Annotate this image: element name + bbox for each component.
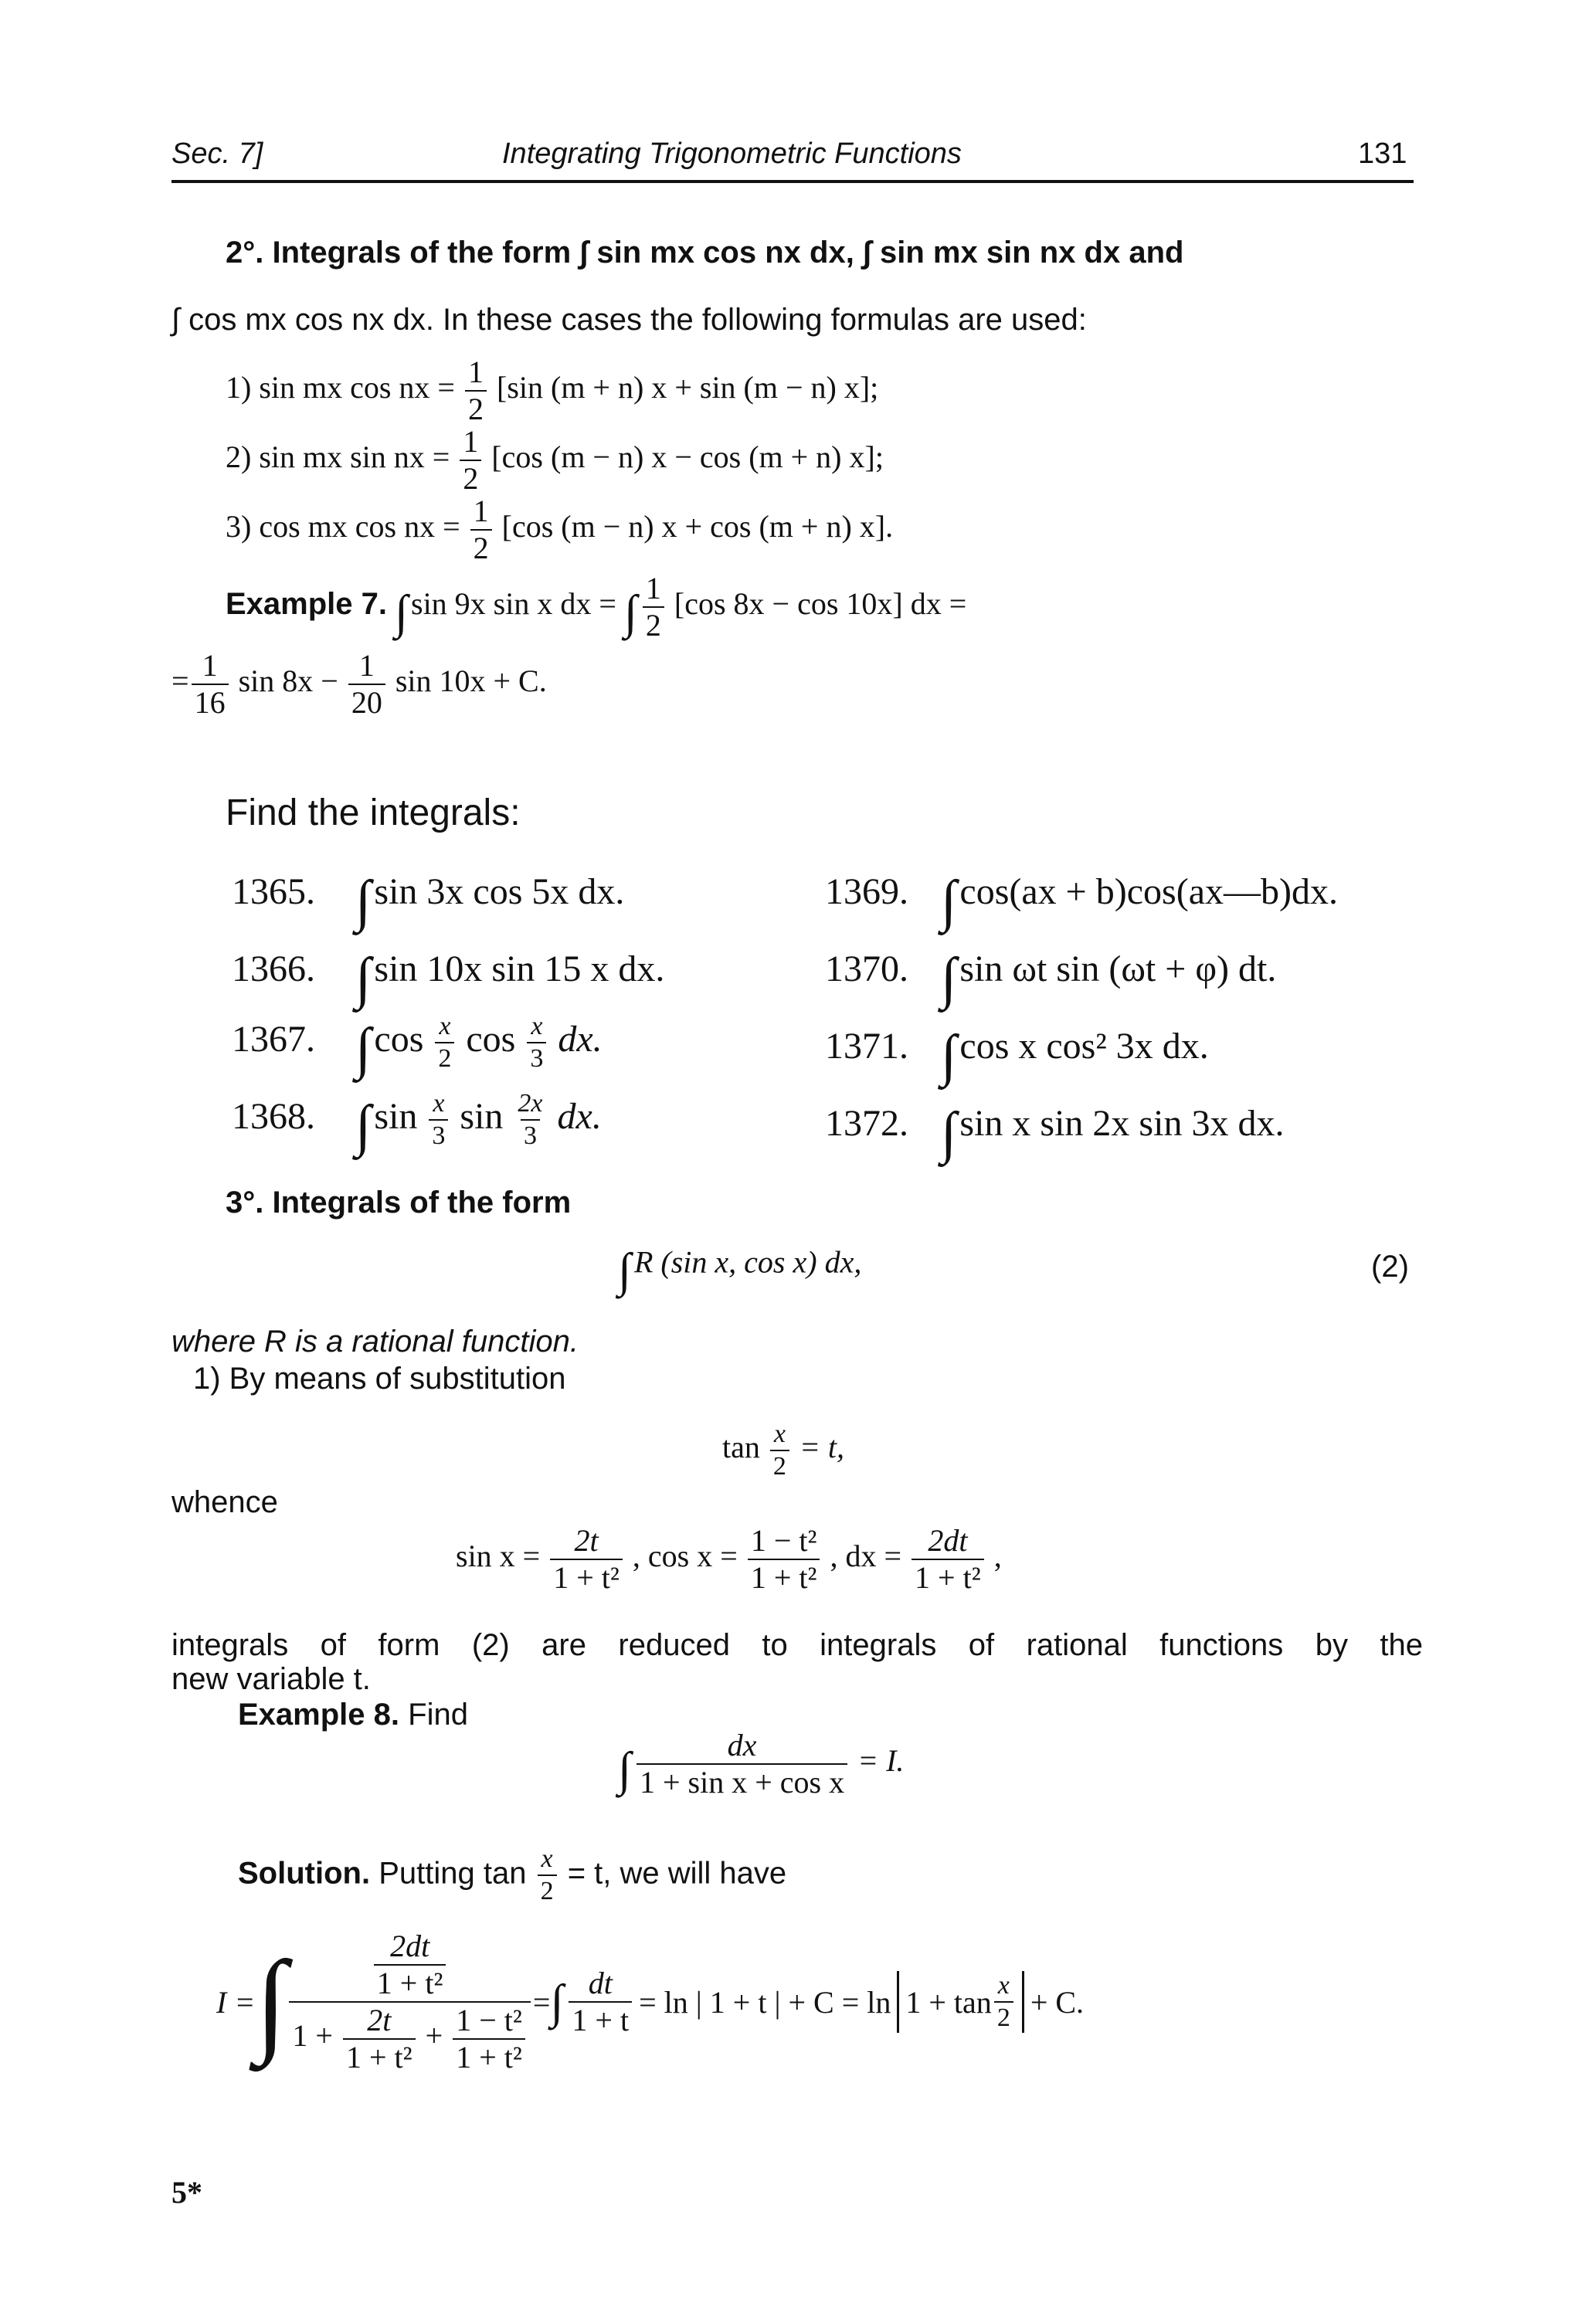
formula-2 — [226, 426, 884, 494]
formula-2-lhs: 2) sin mx sin nx = — [226, 439, 450, 475]
exercise-1368 — [232, 1091, 602, 1159]
fraction-x-3 — [429, 1091, 448, 1149]
section3-heading: 3°. Integrals of the form — [226, 1186, 572, 1220]
substitution-formula — [722, 1421, 844, 1480]
numerator: 1 — [645, 571, 661, 606]
denominator: 3 — [429, 1119, 448, 1149]
example-7-rhs: [cos 8x − cos 10x] dx = — [674, 586, 967, 622]
example-8-fraction — [637, 1730, 847, 1798]
compound-denominator — [289, 2001, 530, 2073]
fraction-1-20 — [348, 650, 385, 718]
weierstrass-formulas — [456, 1525, 1002, 1593]
paragraph-line2: new variable t. — [171, 1662, 371, 1696]
numerator: dx — [727, 1728, 757, 1763]
dx-lhs: , dx = — [830, 1539, 902, 1574]
sin-word: sin — [460, 1096, 504, 1138]
denominator: 1 + t² — [453, 2038, 525, 2073]
final-I: I = — [216, 1984, 256, 2020]
numerator: dt — [588, 1966, 613, 2000]
denominator: 2 — [770, 1450, 789, 1480]
fraction-x-3 — [527, 1013, 546, 1072]
denominator: 1 + t² — [343, 2038, 416, 2073]
formula-2-rhs: [cos (m − n) x − cos (m + n) x]; — [491, 439, 884, 475]
cos-word: cos — [466, 1019, 516, 1060]
display-integrand: R (sin x, cos x) dx, — [633, 1244, 862, 1280]
denominator: 3 — [527, 1042, 546, 1072]
formula-3-lhs: 3) cos mx cos nx = — [226, 509, 460, 545]
exercise-number: 1372. — [825, 1103, 908, 1145]
sin-8x-term: sin 8x − — [238, 663, 338, 699]
equals-I: = I. — [857, 1743, 905, 1779]
exercise-1367 — [232, 1013, 603, 1082]
numerator: 1 — [473, 494, 489, 528]
header-title: Integrating Trigonometric Functions — [502, 137, 962, 170]
fraction-2t — [343, 2005, 416, 2073]
integral-sign: ∫ — [355, 1094, 372, 1158]
integral-sign: ∫ — [355, 947, 372, 1010]
denominator: 3 — [521, 1119, 540, 1149]
compound-fraction — [289, 1931, 530, 2073]
log-result: = ln | 1 + t | + C = ln — [639, 1984, 891, 2020]
integral-sign: ∫ — [355, 1016, 372, 1081]
solution-text: Putting tan — [379, 1856, 527, 1891]
solution-line — [238, 1846, 786, 1905]
half-fraction — [465, 357, 487, 425]
denominator: 2 — [460, 460, 481, 494]
numerator: 1 — [358, 648, 375, 683]
denominator: 2 — [465, 390, 487, 425]
half-fraction — [460, 426, 481, 494]
numerator: 2dt — [928, 1523, 968, 1558]
fraction-1-minus-t2 — [748, 1525, 820, 1593]
example-7-line1 — [226, 573, 966, 641]
numerator: x — [433, 1089, 445, 1118]
fraction-x-2 — [994, 1973, 1013, 2031]
numerator: 2t — [574, 1523, 599, 1558]
integral-sign: ∫ — [623, 585, 637, 639]
sin-word: sin — [374, 1096, 418, 1138]
numerator: 2dt — [390, 1929, 430, 1963]
example-7-line2 — [171, 650, 547, 718]
example-7-label: Example 7. — [226, 587, 388, 622]
denominator: 1 + t² — [550, 1559, 623, 1593]
formula-1 — [226, 357, 878, 425]
numerator: x — [773, 1420, 786, 1448]
fraction-dt — [569, 1968, 632, 2036]
exercise-expression: sin 3x cos 5x dx. — [374, 871, 625, 913]
fraction-1-16 — [192, 650, 229, 718]
exercise-expression: cos x cos² 3x dx. — [959, 1026, 1209, 1067]
denominator: 1 + t — [569, 2001, 632, 2036]
abs-bar-left — [897, 1971, 899, 2033]
numerator: x — [541, 1844, 553, 1873]
example-7-lhs: sin 9x sin x dx = — [411, 586, 616, 622]
integral-sign: ∫ — [550, 1975, 564, 2028]
exercise-expression: sin 10x sin 15 x dx. — [374, 948, 665, 990]
fraction-x-2 — [435, 1013, 454, 1072]
numerator: 2t — [367, 2003, 392, 2037]
exercise-number: 1370. — [825, 948, 908, 990]
denominator: 20 — [348, 684, 385, 718]
half-fraction — [643, 573, 664, 641]
exercise-1371 — [825, 1023, 1209, 1089]
exercise-number: 1368. — [232, 1096, 315, 1138]
formula-1-lhs: 1) sin mx cos nx = — [226, 370, 455, 405]
exercise-number: 1365. — [232, 871, 315, 913]
whence-word: whence — [171, 1485, 278, 1519]
exercise-1370 — [825, 946, 1276, 1012]
denominator: 1 + sin x + cos x — [637, 1763, 847, 1798]
exercise-number: 1371. — [825, 1026, 908, 1067]
signature-mark: 5* — [171, 2175, 202, 2210]
denominator: 1 + t² — [912, 1559, 984, 1593]
numerator: 1 − t² — [750, 1523, 817, 1558]
differential: dx. — [558, 1019, 603, 1060]
integral-sign: ∫ — [618, 1742, 631, 1796]
exercise-1365 — [232, 869, 624, 935]
example-8-find: Find — [408, 1698, 468, 1732]
cos-word: cos — [374, 1019, 424, 1060]
denominator: 1 + t² — [748, 1559, 820, 1593]
exercise-expression: sin ωt sin (ωt + φ) dt. — [959, 948, 1277, 990]
plus-sign: + — [425, 2018, 443, 2054]
header-rule — [171, 180, 1414, 183]
integral-sign: ∫ — [255, 1938, 287, 2066]
numerator: 1 — [202, 648, 218, 683]
denominator: 2 — [994, 2001, 1013, 2031]
denominator: 2 — [538, 1874, 557, 1905]
tan-word: tan — [722, 1430, 760, 1465]
numerator: x — [531, 1012, 543, 1040]
formula-1-rhs: [sin (m + n) x + sin (m − n) x]; — [497, 370, 879, 405]
integral-sign: ∫ — [395, 585, 408, 639]
integral-sign: ∫ — [355, 870, 372, 933]
abs-bar-right — [1022, 1971, 1024, 2033]
fraction-2dt — [374, 1931, 446, 1999]
denominator: 16 — [192, 684, 229, 718]
exercise-expression: sin x sin 2x sin 3x dx. — [959, 1103, 1285, 1145]
fraction-2x-3 — [514, 1091, 545, 1149]
half-fraction — [470, 496, 492, 564]
fraction-2dt — [912, 1525, 984, 1593]
page-number: 131 — [1358, 137, 1407, 170]
sinx-lhs: sin x = — [456, 1539, 541, 1574]
denominator: 1 + t² — [374, 1964, 446, 1999]
section2-heading-line2: ∫ cos mx cos nx dx. In these cases the following formulas are used: — [171, 303, 1087, 337]
exercise-1372 — [825, 1101, 1284, 1166]
formula-3 — [226, 496, 893, 564]
final-derivation — [216, 1931, 1084, 2073]
numerator: x — [439, 1012, 451, 1040]
equation-number: (2) — [1371, 1250, 1409, 1284]
fraction-x-2 — [538, 1846, 557, 1905]
fraction-x-2 — [770, 1421, 789, 1480]
header-section: Sec. 7] — [171, 137, 263, 170]
where-text: where R is a rational function. — [171, 1325, 579, 1359]
exercise-number: 1367. — [232, 1019, 315, 1060]
denominator: 2 — [643, 606, 664, 641]
integral-sign: ∫ — [941, 1101, 957, 1165]
exercise-expression: cos(ax + b)cos(ax—b)dx. — [959, 871, 1338, 913]
substitution-intro: 1) By means of substitution — [193, 1362, 566, 1396]
integral-sign: ∫ — [941, 870, 957, 933]
example-8-line — [238, 1698, 468, 1732]
example-8-integral — [618, 1730, 904, 1798]
numerator: 2x — [518, 1089, 543, 1118]
integral-sign: ∫ — [941, 1024, 957, 1087]
example-8-label: Example 8. — [238, 1698, 400, 1732]
exercise-1369 — [825, 869, 1338, 935]
numerator: 1 — [463, 424, 479, 459]
solution-label: Solution. — [238, 1856, 371, 1891]
sin-10x-term: sin 10x + C. — [395, 663, 547, 699]
final-constant: + C. — [1030, 1984, 1085, 2020]
abs-content: 1 + tan — [905, 1984, 992, 2020]
numerator: x — [997, 1971, 1010, 2000]
denominator: 2 — [470, 529, 492, 564]
differential: dx. — [557, 1096, 602, 1138]
paragraph-line1: integrals of form (2) are reduced to integrals of rational functions by the — [171, 1628, 1423, 1662]
formula-3-rhs: [cos (m − n) x + cos (m + n) x]. — [501, 509, 894, 545]
integral-sign: ∫ — [618, 1244, 631, 1297]
exercise-1366 — [232, 946, 664, 1012]
solution-tail: = t, we will have — [567, 1856, 787, 1891]
numerator: 1 − t² — [456, 2003, 522, 2037]
equals-sign: = — [532, 1984, 551, 2020]
numerator: 1 — [468, 355, 484, 389]
cosx-lhs: , cos x = — [632, 1539, 738, 1574]
one-plus: 1 + — [292, 2018, 333, 2054]
exercise-number: 1369. — [825, 871, 908, 913]
equals-t: = t, — [799, 1430, 844, 1465]
denominator: 2 — [435, 1042, 454, 1072]
fraction-2t — [550, 1525, 623, 1593]
trailing-comma: , — [993, 1539, 1002, 1574]
exercises-title: Find the integrals: — [226, 792, 521, 833]
fraction-1-minus-t2 — [453, 2005, 525, 2073]
section2-heading-line1: 2°. Integrals of the form ∫ sin mx cos nx dx, ∫ sin mx sin nx dx and — [226, 236, 1184, 270]
compound-numerator — [368, 1931, 452, 2001]
display-equation-2 — [618, 1243, 861, 1298]
equals-sign: = — [171, 663, 189, 699]
integral-sign: ∫ — [941, 947, 957, 1010]
exercise-number: 1366. — [232, 948, 315, 990]
